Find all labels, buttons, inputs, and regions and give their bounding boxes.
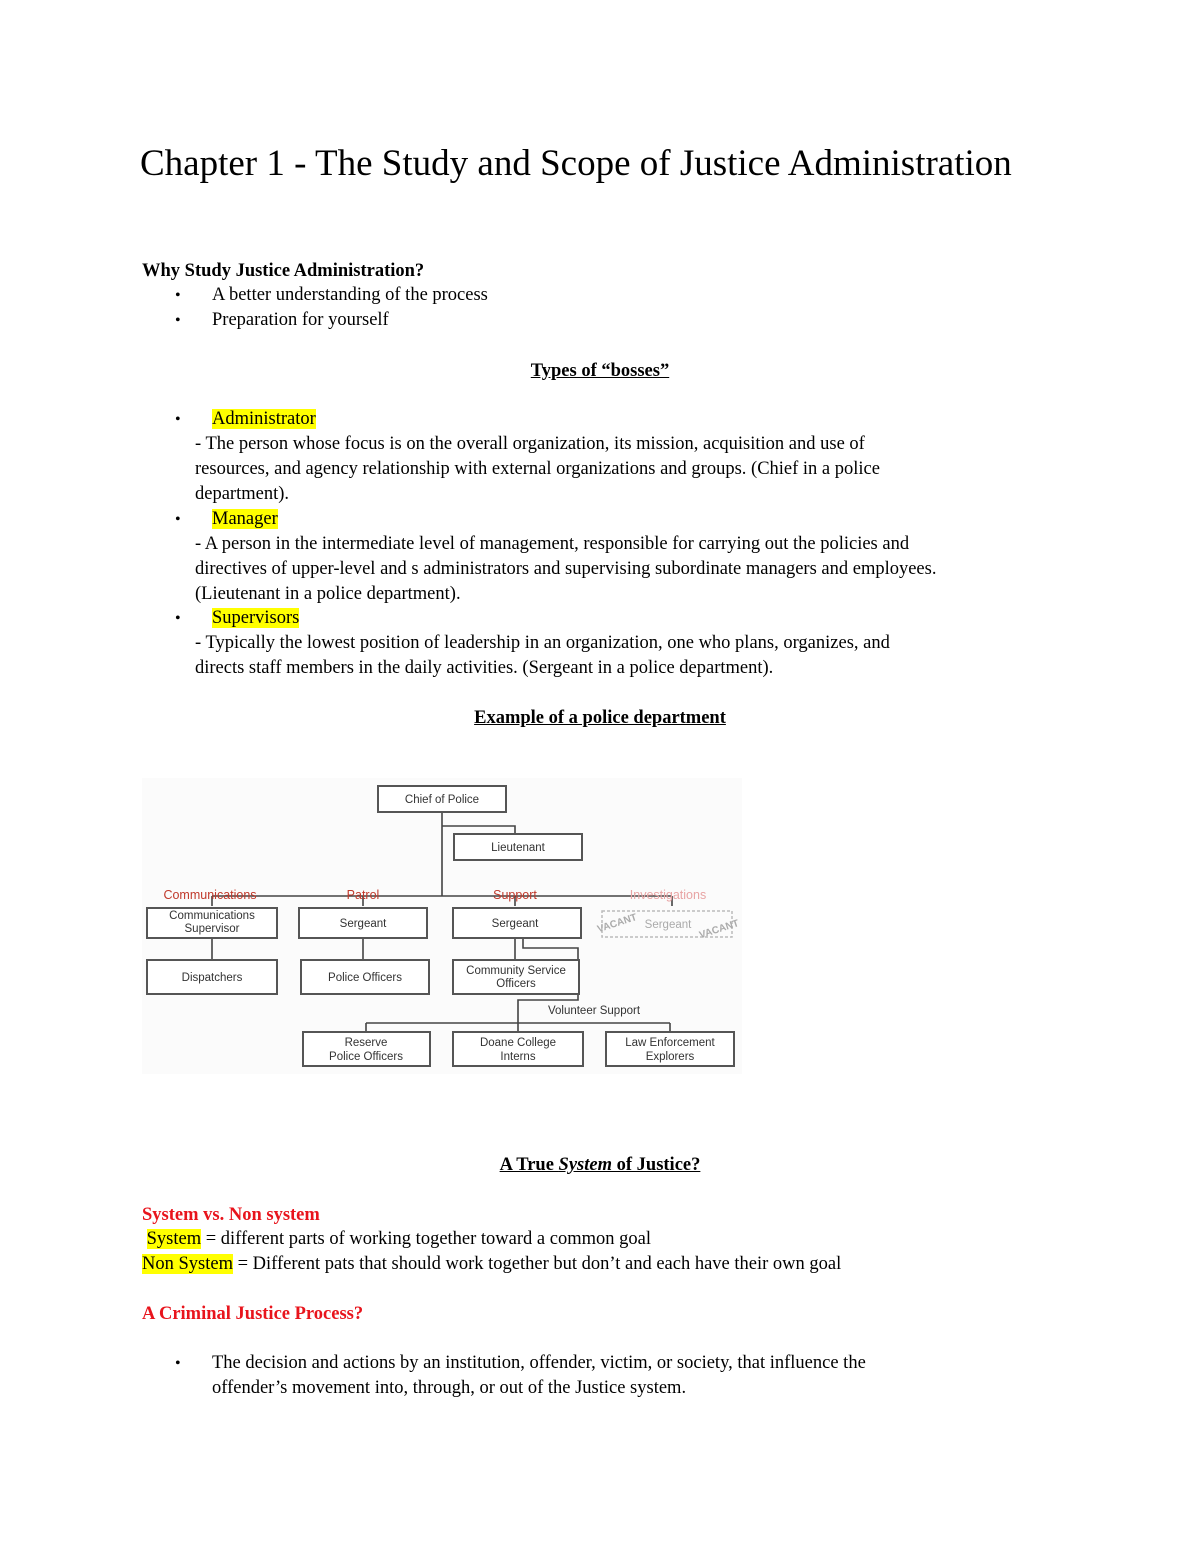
bullet-icon (175, 407, 181, 432)
explorers-label-2: Explorers (645, 1051, 695, 1063)
boss-administrator-label: Administrator (212, 409, 316, 429)
system-subheading: System vs. Non system (142, 1205, 320, 1225)
reserve-label-2: Police Officers (329, 1051, 403, 1063)
boss-administrator-desc: - The person whose focus is on the overall organization, its mission, acquisition and use of resources, and agency relationship with external organizations and groups. (Chief in a police department). (195, 434, 880, 504)
bullet-icon (175, 308, 181, 333)
investigations-sergeant-label: Sergeant (644, 919, 692, 931)
doane-label-2: Interns (500, 1051, 536, 1063)
boss-manager-desc: - A person in the intermediate level of management, responsible for carrying out the policies and directives of upper-level and s administrators and supervising subordinate managers and employees. (Lieutenant in a police department). (195, 534, 937, 604)
police-officers-label: Police Officers (328, 972, 402, 984)
dept-investigations: Investigations (629, 888, 707, 902)
support-sergeant-label: Sergeant (491, 918, 539, 930)
dept-communications: Communications (163, 888, 257, 902)
lieutenant-label: Lieutenant (491, 842, 545, 854)
reserve-label-1: Reserve (344, 1037, 388, 1049)
vacant-stamp-left: VACANT (596, 912, 639, 936)
boss-supervisors-label: Supervisors (212, 608, 300, 628)
why-bullet-2: Preparation for yourself (212, 310, 389, 330)
bosses-heading: Types of “bosses” (530, 361, 670, 381)
process-heading: A Criminal Justice Process? (142, 1304, 364, 1324)
patrol-sergeant-label: Sergeant (339, 918, 387, 930)
boss-supervisors-desc: - Typically the lowest position of leadership in an organization, one who plans, organizes, and directs staff members in the daily activities. (Sergeant in a police department). (195, 633, 890, 678)
bullet-icon (175, 283, 181, 308)
dept-patrol: Patrol (346, 888, 380, 902)
dept-support: Support (493, 888, 537, 902)
explorers-label-1: Law Enforcement (625, 1037, 715, 1049)
process-text: The decision and actions by an institution, offender, victim, or society, that influence the offender’s movement into, through, or out of the Justice system. (212, 1353, 866, 1398)
doane-label-1: Doane College (479, 1037, 557, 1049)
bullet-icon (175, 1351, 181, 1376)
bullet-icon (175, 606, 181, 631)
org-chart (142, 778, 742, 1074)
boss-manager-label: Manager (212, 509, 278, 529)
why-bullet-1: A better understanding of the process (212, 285, 488, 305)
volunteer-support-label: Volunteer Support (547, 1005, 641, 1017)
system-heading: A True System of Justice? (499, 1155, 701, 1175)
dispatchers-label: Dispatchers (181, 972, 243, 984)
comm-supervisor-label-2: Supervisor (184, 923, 240, 935)
why-heading: Why Study Justice Administration? (142, 261, 425, 281)
page-title: Chapter 1 - The Study and Scope of Justice Administration (140, 143, 1012, 184)
non-system-definition: Non System = Different pats that should work together but don’t and each have their own goal (142, 1254, 842, 1274)
vacant-stamp-right: VACANT (698, 918, 741, 942)
cso-label-1: Community Service (466, 965, 566, 977)
cso-label-2: Officers (496, 978, 536, 990)
comm-supervisor-label-1: Communications (169, 910, 255, 922)
bullet-icon (175, 507, 181, 532)
example-heading: Example of a police department (474, 708, 726, 728)
chief-label: Chief of Police (404, 794, 480, 806)
system-definition: System = different parts of working together toward a common goal (146, 1229, 651, 1249)
